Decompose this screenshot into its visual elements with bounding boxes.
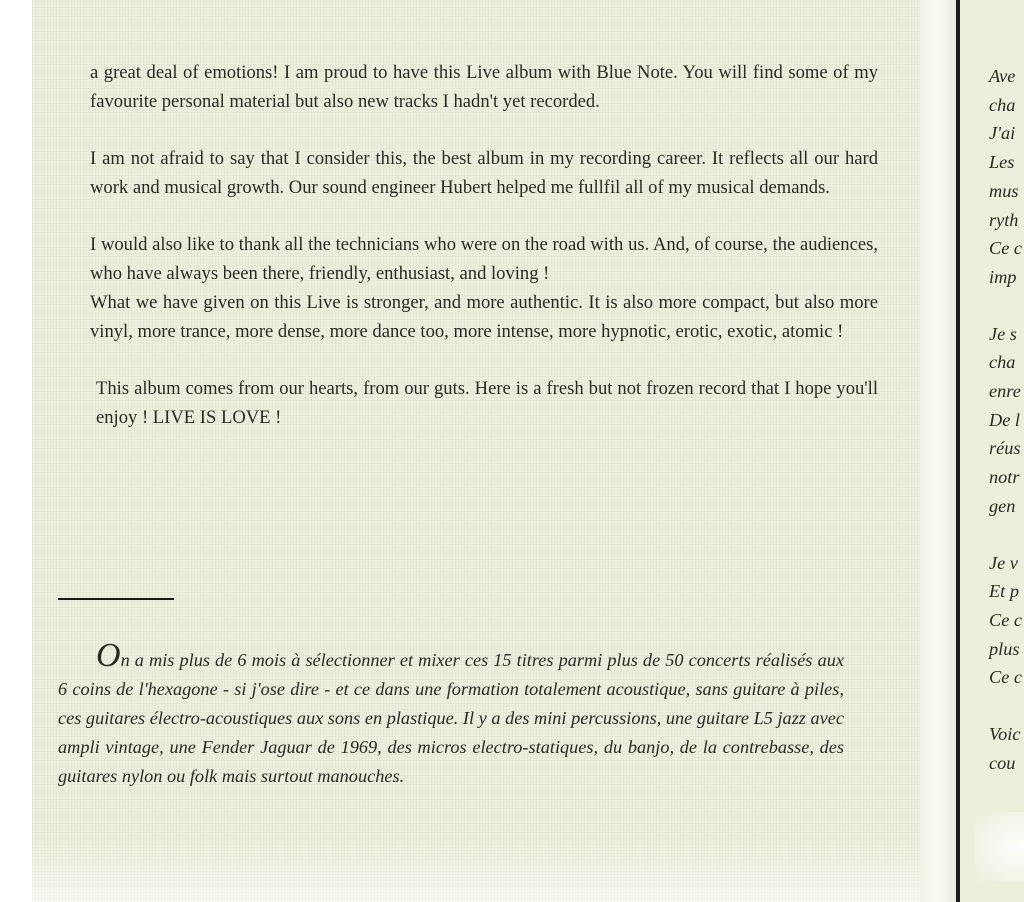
right-line: Ce c bbox=[989, 667, 1022, 688]
right-page-text bbox=[989, 62, 1022, 777]
french-paragraph: n a mis plus de 6 mois à sélectionner et mixer ces 15 titres parmi plus de 50 concerts réalisés aux 6 coins de l'hexagone - si j'ose dire - et ce dans une formation totalement acoustique, sans guitare à piles, ces guitares électro-acoustiques aux sons en plastique. Il y a des mini percussions, une guitare L5 jazz avec ampli vintage, une Fender Jaguar de 1969, des micros electro-statiques, du banjo, de la contrebasse, des guitares nylon ou folk mais surtout manouches. bbox=[58, 650, 844, 786]
right-line: ryth bbox=[989, 209, 1019, 230]
english-paragraph-2: I am not afraid to say that I consider this, the best album in my recording career. It reflects all our hard work and musical growth. Our sound engineer Hubert helped me fullfil all of my musical demands. bbox=[90, 148, 878, 198]
right-line: notr bbox=[989, 467, 1020, 488]
french-text bbox=[58, 637, 844, 791]
english-paragraph-3b: What we have given on this Live is stronger, and more authentic. It is also more compact, but also more vinyl, more trance, more dense, more dance too, more intense, more hypnotic, erotic, exotic, atomic ! bbox=[90, 292, 878, 342]
right-line: Ce c bbox=[989, 609, 1022, 630]
right-line: Et p bbox=[989, 581, 1019, 602]
right-line: plus bbox=[989, 638, 1020, 659]
right-line: J'ai bbox=[989, 123, 1016, 144]
right-line: Voic bbox=[989, 724, 1021, 745]
right-line: enre bbox=[989, 381, 1021, 402]
english-text bbox=[90, 58, 878, 460]
english-paragraph-1: a great deal of emotions! I am proud to have this Live album with Blue Note. You will find some of my favourite personal material but also new tracks I hadn't yet recorded. bbox=[90, 62, 878, 112]
right-line: Je v bbox=[989, 552, 1018, 573]
right-line: Je s bbox=[989, 323, 1017, 344]
english-paragraph-4: This album comes from our hearts, from our guts. Here is a fresh but not frozen record that I hope you'll enjoy ! LIVE IS LOVE ! bbox=[96, 378, 878, 428]
right-line: Ave bbox=[989, 66, 1016, 86]
right-line: cha bbox=[989, 352, 1016, 373]
right-line: Ce c bbox=[989, 238, 1022, 259]
right-line: De l bbox=[989, 409, 1020, 430]
right-line: mus bbox=[989, 180, 1019, 201]
right-line: cou bbox=[989, 752, 1016, 773]
book-spine bbox=[920, 0, 958, 902]
english-paragraph-3a: I would also like to thank all the technicians who were on the road with us. And, of course, the audiences, who have always been there, friendly, enthusiast, and loving ! bbox=[90, 234, 878, 284]
section-divider bbox=[58, 598, 174, 600]
right-line: gen bbox=[989, 495, 1016, 516]
scan-glare bbox=[974, 812, 1024, 882]
right-line: Les bbox=[989, 152, 1015, 173]
right-line: cha bbox=[989, 94, 1016, 115]
scan-margin bbox=[0, 0, 32, 902]
right-line: réus bbox=[989, 438, 1021, 459]
right-page bbox=[960, 0, 1024, 902]
drop-cap: O bbox=[96, 637, 121, 674]
right-line: imp bbox=[989, 266, 1017, 287]
